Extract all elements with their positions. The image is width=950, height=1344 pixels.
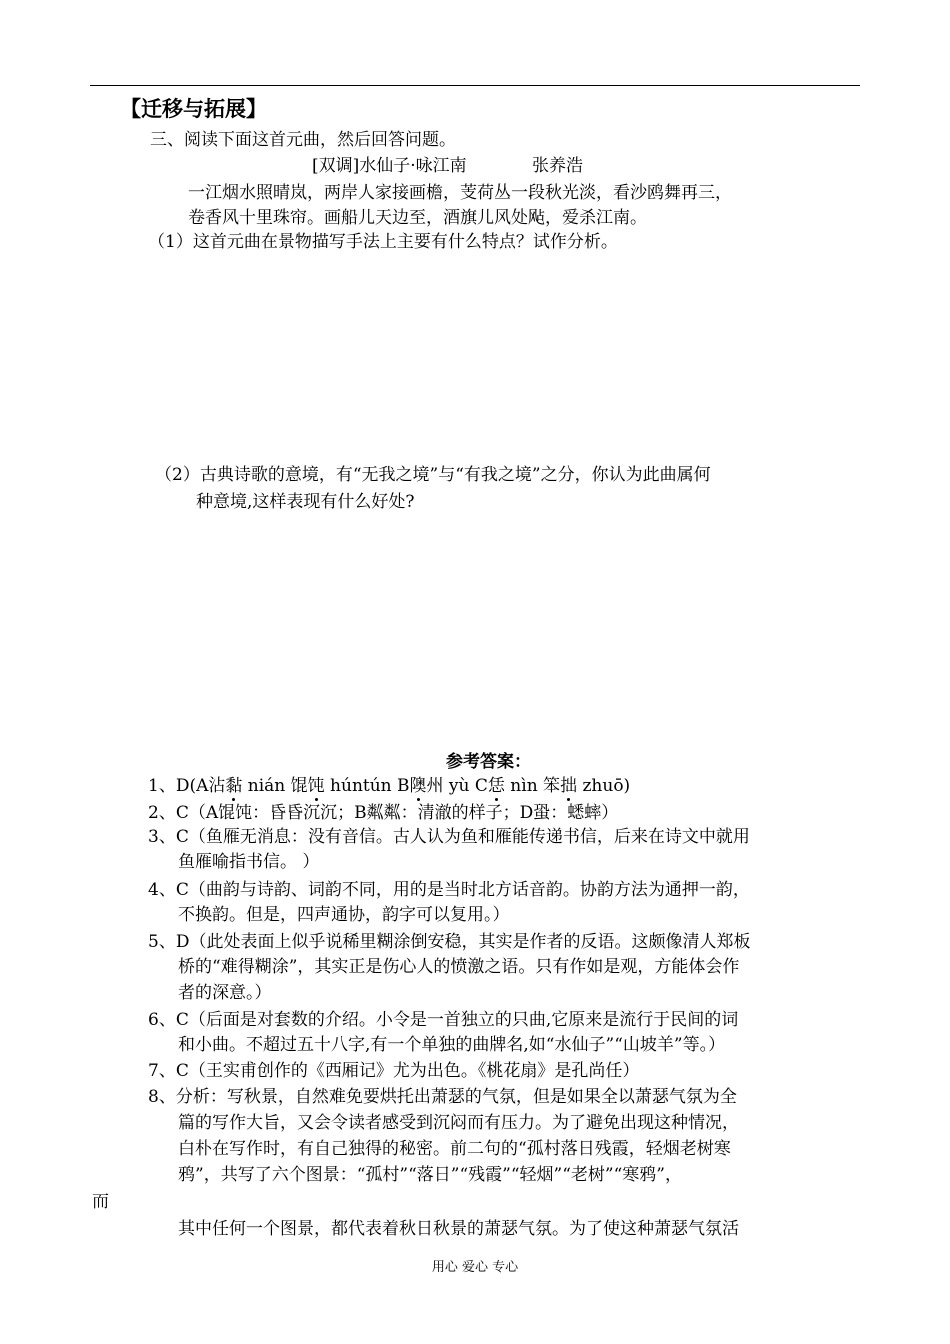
answer-2: 2、C（A馄饨：昏昏沉沉；B粼粼：清澈的样子；D蛩：蟋蟀）: [148, 803, 619, 823]
sub-question-1: （1）这首元曲在景物描写手法上主要有什么特点？试作分析。: [148, 232, 618, 252]
answer-8-cont: 篇的写作大旨，又会令读者感受到沉闷而有压力。为了避免出现这种情况，: [178, 1113, 739, 1133]
header-rule: [90, 85, 860, 86]
sub-question-2: （2）古典诗歌的意境，有“无我之境”与“有我之境”之分，你认为此曲属何: [155, 465, 711, 485]
answer-4: 4、C（曲韵与诗韵、词韵不同，用的是当时北方话音韵。协韵方法为通押一韵，: [148, 880, 750, 900]
answer-8-cont: 其中任何一个图景，都代表着秋日秋景的萧瑟气氛。为了使这种萧瑟气氛活: [178, 1219, 739, 1239]
emphasis-char: 隩: [409, 776, 427, 796]
section-title: 【迁移与拓展】: [120, 97, 267, 121]
emphasis-char: 拙: [560, 776, 578, 796]
answers-title: 参考答案：: [446, 752, 531, 772]
answer-8-cont: 白朴在写作时，有自己独得的秘密。前二句的“孤村落日残霞，轻烟老树寒: [178, 1139, 731, 1159]
answer-7: 7、C（王实甫创作的《西厢记》尤为出色。《桃花扇》是孔尚任）: [148, 1061, 640, 1081]
answer-4-cont: 不换韵。但是，四声通协，韵字可以复用。）: [178, 905, 510, 925]
answer-5-cont: 桥的“难得糊涂”，其实正是伤心人的愤激之语。只有作如是观，方能体会作: [178, 957, 740, 977]
poem-title: [双调]水仙子·咏江南: [312, 156, 467, 176]
poem-line: 卷香风十里珠帘。画船儿天边至，酒旗儿风处飐，爱杀江南。: [188, 208, 647, 228]
answer-8: 8、分析：写秋景，自然难免要烘托出萧瑟的气氛，但是如果全以萧瑟气氛为全: [148, 1087, 737, 1107]
sub-question-2-cont: 种意境,这样表现有什么好处?: [196, 492, 415, 512]
emphasis-char: 饨: [307, 776, 325, 796]
answer-3: 3、C（鱼雁无消息：没有音信。古人认为鱼和雁能传递书信，后来在诗文中就用: [148, 827, 750, 847]
answer-8-cont: 而: [92, 1192, 109, 1212]
page-footer: 用心 爱心 专心: [431, 1260, 519, 1275]
emphasis-char: 恁: [487, 776, 505, 796]
emphasis-char: 黏: [225, 776, 243, 796]
answer-6: 6、C（后面是对套数的介绍。小令是一首独立的只曲,它原来是流行于民间的词: [148, 1010, 739, 1030]
answer-5: 5、D（此处表面上似乎说稀里糊涂倒安稳，其实是作者的反语。这颇像清人郑板: [148, 932, 751, 952]
answer-8-cont: 鸦”，共写了六个图景：“孤村”“落日”“残霞”“轻烟”“老树”“寒鸦”，: [178, 1165, 682, 1185]
poem-author: 张养浩: [532, 156, 583, 176]
answer-5-cont: 者的深意。）: [178, 983, 272, 1003]
poem-line: 一江烟水照晴岚，两岸人家接画檐，芰荷丛一段秋光淡，看沙鸥舞再三，: [188, 183, 732, 203]
answer-6-cont: 和小曲。不超过五十八字,有一个单独的曲牌名,如“水仙子”“山坡羊”等。）: [178, 1035, 726, 1055]
answer-3-cont: 鱼雁喻指书信。 ）: [178, 852, 320, 872]
question-3-intro: 三、阅读下面这首元曲，然后回答问题。: [150, 130, 456, 150]
answer-1: 1、D(A沾黏 nián 馄饨 húntún B隩州 yù C恁 nìn 笨拙 zhuō): [148, 776, 631, 796]
